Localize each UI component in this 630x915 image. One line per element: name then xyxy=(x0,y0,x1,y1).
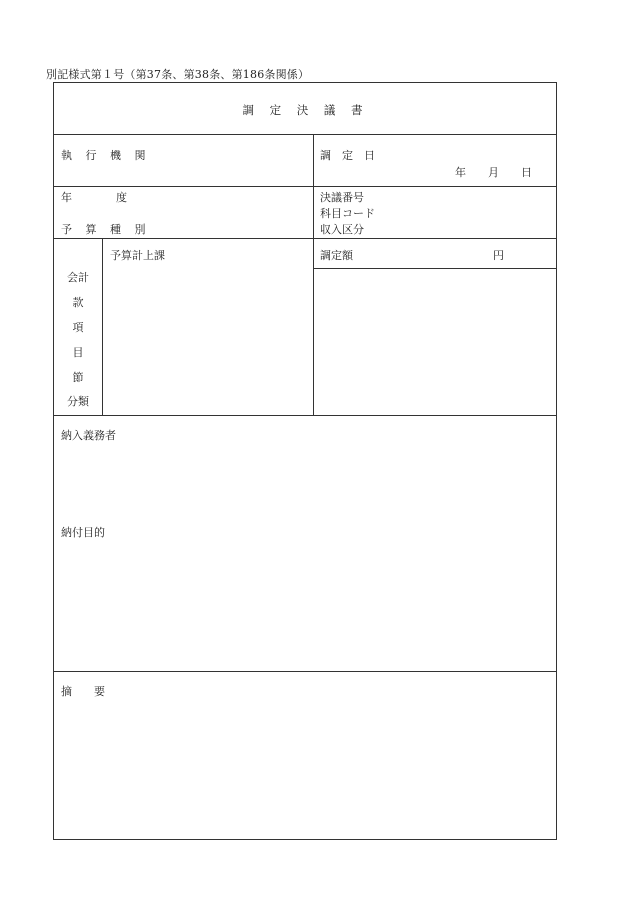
budget-type-label: 予 算 種 別 xyxy=(61,223,151,236)
divider-line xyxy=(54,671,557,672)
form-caption: 別記様式第１号（第37条、第38条、第186条関係） xyxy=(46,68,310,81)
divider-line xyxy=(54,415,557,416)
payment-purpose-label: 納付目的 xyxy=(61,526,105,539)
assessment-date-label: 調 定 日 xyxy=(320,149,375,162)
account-item-label: 分類 xyxy=(67,395,89,408)
account-item-label: 款 xyxy=(72,296,84,309)
summary-label: 摘 要 xyxy=(61,685,105,698)
divider-line xyxy=(102,238,103,415)
form-title: 調 定 決 議 書 xyxy=(242,103,369,117)
obligor-label: 納入義務者 xyxy=(61,429,116,442)
account-item-label: 節 xyxy=(72,371,84,384)
revenue-category-label: 収入区分 xyxy=(320,223,364,236)
fiscal-year-label: 年 度 xyxy=(61,191,127,204)
assessment-amount-label: 調定額 xyxy=(320,249,353,262)
budget-section-label: 予算計上課 xyxy=(110,249,165,262)
account-code-label: 科目コード xyxy=(320,207,375,220)
executing-agency-label: 執 行 機 関 xyxy=(61,149,151,162)
divider-line xyxy=(313,268,557,269)
divider-line xyxy=(313,134,314,415)
account-item-label: 項 xyxy=(72,321,84,334)
assessment-resolution-form xyxy=(53,82,557,840)
divider-line xyxy=(54,186,557,187)
divider-line xyxy=(54,238,557,239)
divider-line xyxy=(54,134,557,135)
resolution-number-label: 決議番号 xyxy=(320,191,364,204)
account-label: 会計 xyxy=(67,271,89,284)
account-item-label: 目 xyxy=(72,346,84,359)
assessment-date-format: 年 月 日 xyxy=(455,166,532,179)
yen-label: 円 xyxy=(493,249,504,262)
